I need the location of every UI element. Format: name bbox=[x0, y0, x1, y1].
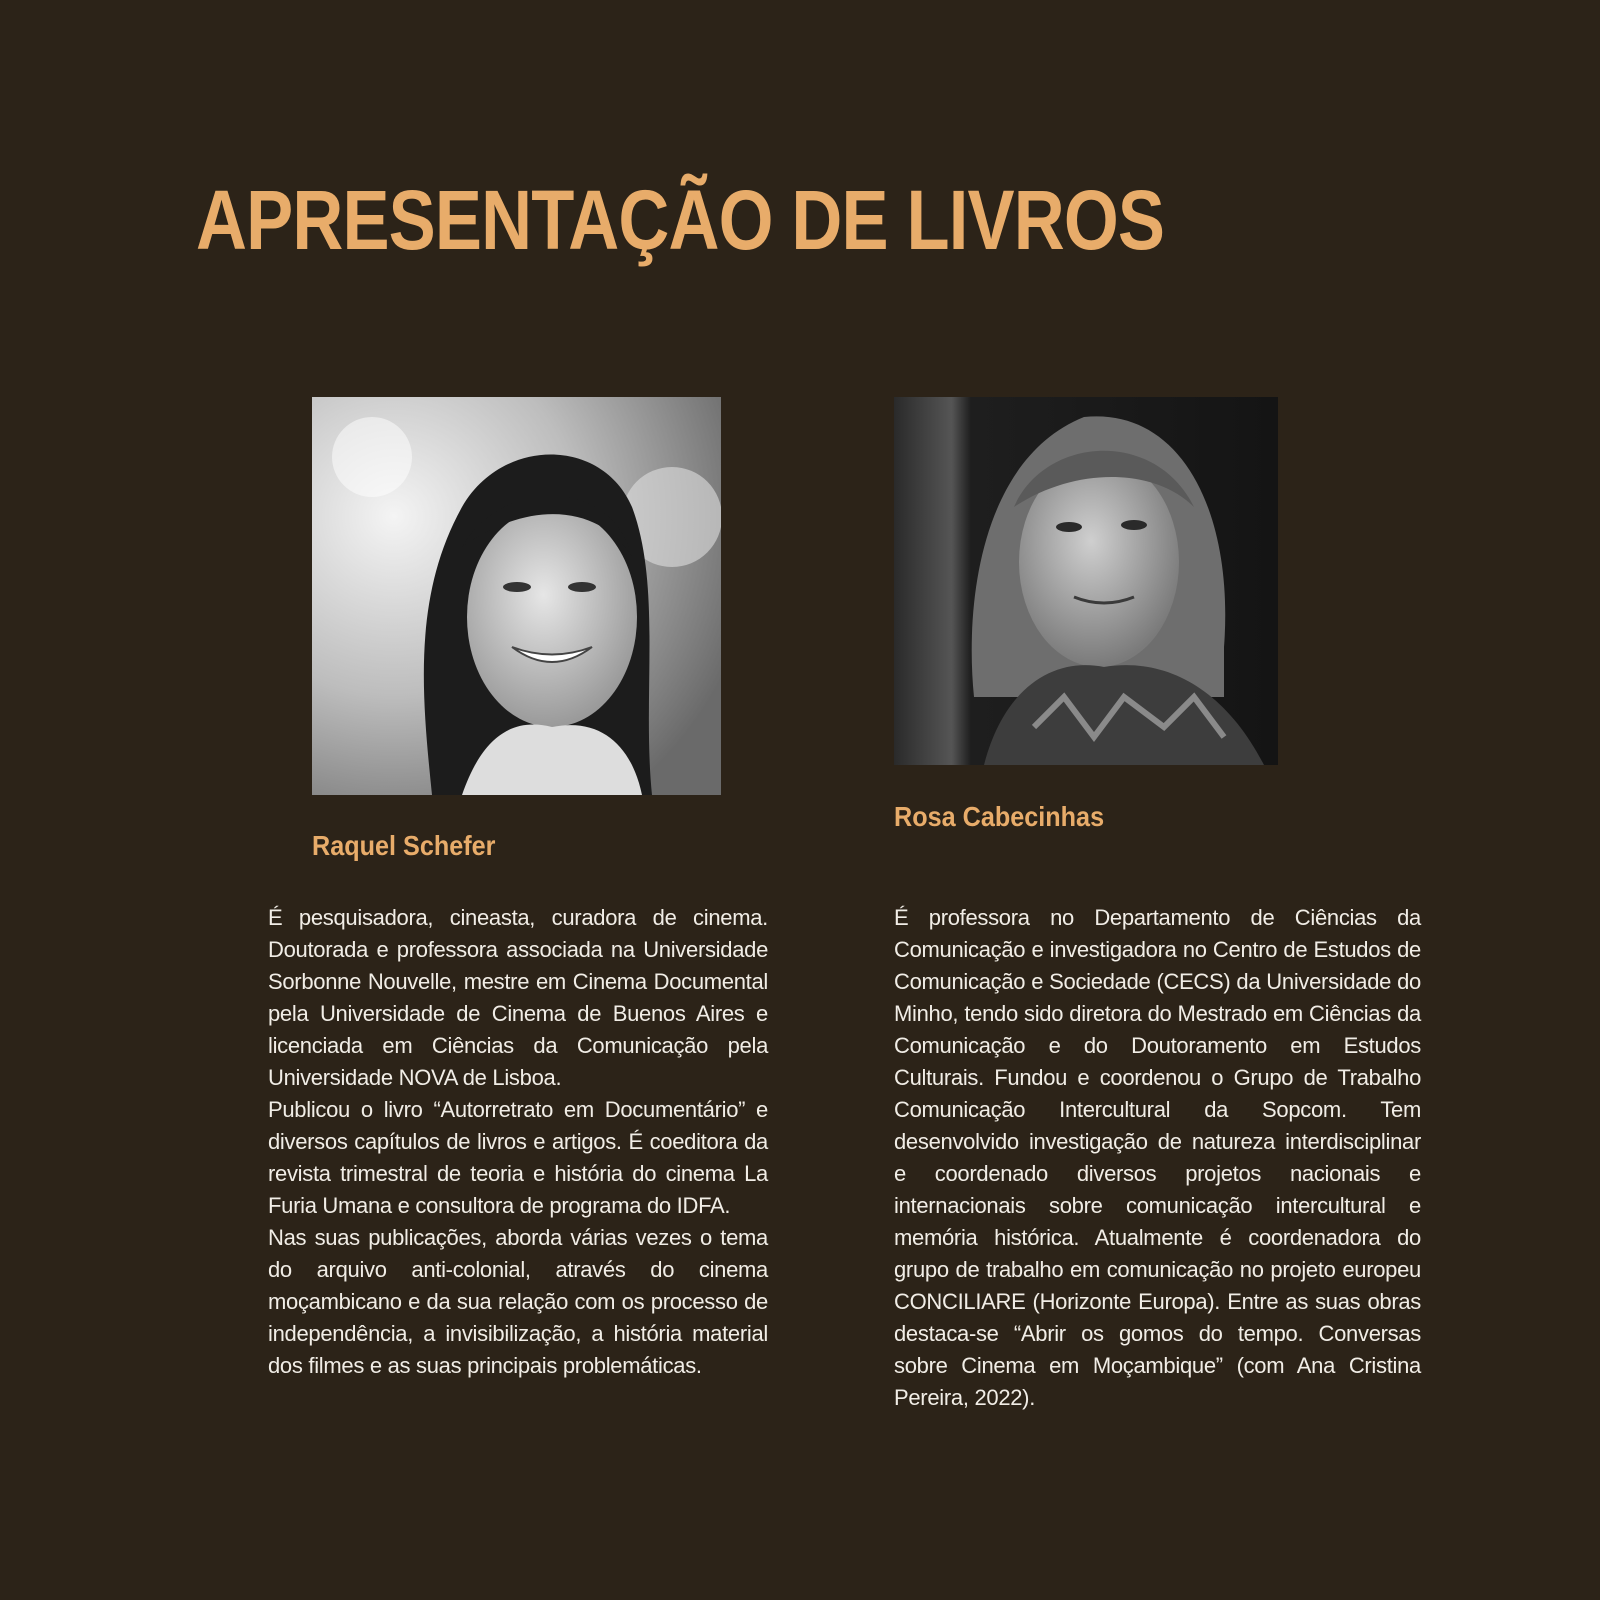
person-name-raquel-schefer: Raquel Schefer bbox=[312, 830, 496, 861]
bio-raquel-schefer bbox=[268, 902, 768, 1382]
person-name-rosa-cabecinhas: Rosa Cabecinhas bbox=[894, 801, 1105, 832]
bio-paragraph: Publicou o livro “Autorretrato em Documentário” e diversos capítulos de livros e artigos. É coeditora da revista trimestral de teoria e história do cinema La Furia Umana e consultora de programa do IDFA. bbox=[268, 1097, 768, 1218]
bio-rosa-cabecinhas bbox=[894, 902, 1421, 1414]
portrait-photo-rosa-cabecinhas bbox=[894, 397, 1278, 765]
bio-paragraph: Nas suas publicações, aborda várias vezes o tema do arquivo anti-colonial, através do cinema moçambicano e da sua relação com os processo de independência, a invisibilização, a história material dos filmes e as suas principais problemáticas. bbox=[268, 1225, 768, 1378]
portrait-photo-raquel-schefer bbox=[312, 397, 721, 795]
page-title: APRESENTAÇÃO DE LIVROS bbox=[196, 173, 1165, 267]
bio-paragraph: É pesquisadora, cineasta, curadora de cinema. Doutorada e professora associada na Universidade Sorbonne Nouvelle, mestre em Cinema Documental pela Universidade de Cinema de Buenos Aires e licenciada em Ciências da Comunicação pela Universidade NOVA de Lisboa. bbox=[268, 905, 768, 1090]
bio-paragraph: É professora no Departamento de Ciências da Comunicação e investigadora no Centro de Estudos de Comunicação e Sociedade (CECS) da Universidade do Minho, tendo sido diretora do Mestrado em Ciências da Comunicação e do Doutoramento em Estudos Culturais. Fundou e coordenou o Grupo de Trabalho Comunicação Intercultural da Sopcom. Tem desenvolvido investigação de natureza interdisciplinar e coordenado diversos projetos nacionais e internacionais sobre comunicação intercultural e memória histórica. Atualmente é coordenadora do grupo de trabalho em comunicação no projeto europeu CONCILIARE (Horizonte Europa). Entre as suas obras destaca-se “Abrir os gomos do tempo. Conversas sobre Cinema em Moçambique” (com Ana Cristina Pereira, 2022). bbox=[894, 905, 1421, 1410]
